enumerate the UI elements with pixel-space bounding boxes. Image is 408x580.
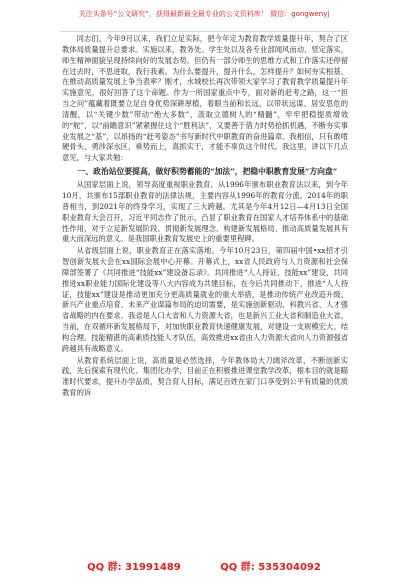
intro-paragraph: 同志们，今年9月以来，我们立足实际，把今年定为教育教学质量提升年，契合了区教体局质量提升总要求。实施以来，教务处、学生处以及各专业部闻风而动、竖定落实，师生精神面貌呈现持续向好的发展态势。但仍有一部分师生的思维方式和工作落实还停留在过去时，不思进取，我行我素。为什么要提升，提升什么，怎样提升？如何夯实根基、在推动高质量发展上争当表率？刚才，水城校长再次带领大家学习了教育教学质量提升年实施意见，很好回答了这个命题。作为一所国家重点中专，面对新的赶考之路，这一“担当之问”蕴藏着既要立足自身优势深耕厚植，着眼当前和长远，以带状远谋、居安思危的清醒，以“关键少数”带动“绝大多数”，汲取立德树人的“精髓”，牢牢把稳提质增效的“舵”，以“前瞻意识”紧紧握住这个“胜利法”，又要善于借力时势拾抓机遇，不断夯实事业发展之“基”，以昂扬的“赶考姿态”书写新时代中职教育的奋进篇章。我相信，只有敢啃硬骨头、勇涉深水区，乘势而上，真抓实干，才能不辜负这个时代。我这里，讲以下几点意见，与大家共勉： [62, 34, 348, 163]
qq-footer [0, 558, 408, 573]
body-paragraph-education: 从教育系统层面上说，高质量是必然选择，今年教体局大刀阔斧改革，不断创新实践，先后探索有现代化、集团化办学，目前正在积极推进课堂教学改革，根本目的就是瞄准时代要求，提升办学品质，契合育人目标，满足百姓在家门口享受到公平有质量的优质教育的诉 [62, 355, 348, 398]
qq-group-1: QQ 群: 31991489 [87, 562, 181, 573]
qq-group-2: QQ 群: 535304092 [220, 562, 321, 573]
section-heading: 一、政治站位要提高，做好积势蓄能的“加法”，把稳中职教育发展“方向盘” [77, 167, 338, 177]
document-body [62, 34, 348, 400]
promo-header-line1: 关注头条号“公文研究”，获得最新最全最专业的公文资料库！ 微信：gongwenyj [78, 10, 330, 18]
body-paragraph-national: 从国家层面上说，领导高度重视职业教育。从1996年颁布职业教育法以来，到今年10月，共颁布15部职业教育的法律法规，主要内容从1996年的教育分流。2014年的职普相当，到2021年的终身学习，实现了三大跨越。尤其是今年4月12日—4月13日全国职业教育大会召开，习近平同志作了批示，凸显了职业教育在国家人才培养体系中的基础性作用，对于立足新发展阶段、贯彻新发展理念、构建新发展格局、推动高质量发展具有重大而深远的意义。是我国职业教育发展史上的重要里程碑。 [62, 180, 348, 244]
body-paragraph-provincial: 从省级层面上说，职业教育正在落实落地。今年10月23日，第四届中国•xx招才引智创新发展大会在xx国际会展中心开幕。开幕式上，xx省人民政府与人力资源和社会保障部签署了《共同推进“技能xx”建设备忘录》。共同推进“人人持证、技能xx”建设，共同推进xx职业能力国际化建设等八大内容成为共建目标，在今后共同推动下，推进“人人持证，技能xx”建设是推动更加充分更高质量就业的重大举措，是推动传统产业改造升级、新兴产业重点培育、未来产业谋篇布局的迫切需要，是实施创新驱动、科教兴省、人才强省战略的内在要求。我省是人口大省和人力资源大省，也是新兴工业大省和制造业大省，当前，在双循环新发展格局下，对加快职业教育快速健康发展，对建设一支规模宏大、结构合理、技能精湛的高素质技能人才队伍，高效推进xx省由人力资源大省向人力资源强省跨越具有战略意义。 [62, 246, 348, 353]
header-divider [60, 31, 350, 32]
promo-header [0, 9, 408, 19]
